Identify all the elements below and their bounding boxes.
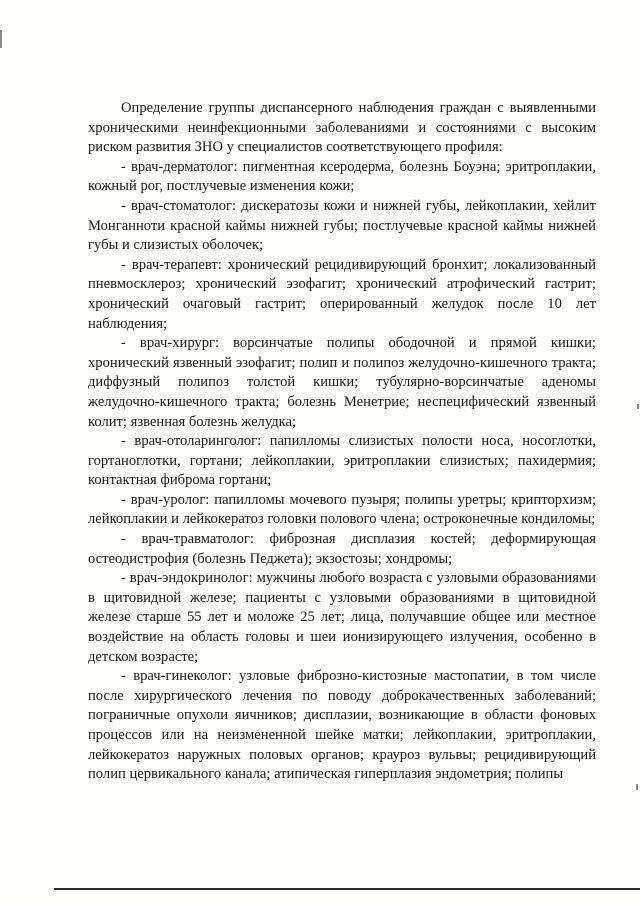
scan-mark-right-lower bbox=[636, 784, 638, 790]
therapist-paragraph: - врач-терапевт: хронический рецидивирующий бронхит; локализованный пневмосклероз; хронический эзофагит; хронический атрофический гастрит; хронический очаговый гастрит; оперированный желудок после 10 лет наблюдения; bbox=[88, 256, 596, 332]
urologist-paragraph: - врач-уролог: папилломы мочевого пузыря; полипы уретры; крипторхизм; лейкоплакии и лейкокератоз головки полового члена; остроконечные кондиломы; bbox=[88, 491, 596, 528]
dermatologist-paragraph: - врач-дерматолог: пигментная ксеродерма, болезнь Боуэна; эритроплакии, кожный рог, постлучевые изменения кожи; bbox=[88, 158, 596, 195]
gynecologist-paragraph: - врач-гинеколог: узловые фиброзно-кистозные мастопатии, в том числе после хирургического лечения по поводу доброкачественных заболеваний; пограничные опухоли яичников; дисплазии, возникающие в области фоновых процессов или на неизмененной шейке матки; лейкоплакии, эритроплакии, лейкокератоз наружных половых органов; крауроз вульвы; рецидивирующий полип цервикального канала; атипическая гиперплазия эндометрия; полипы bbox=[88, 668, 596, 783]
bottom-divider bbox=[54, 888, 640, 890]
document-body bbox=[88, 99, 596, 785]
scan-mark-right bbox=[637, 404, 639, 409]
dentist-paragraph: - врач-стоматолог: дискератозы кожи и нижней губы, лейкоплакии, хейлит Монганноти красной каймы нижней губы; постлучевые красной каймы нижней губы и слизистых оболочек; bbox=[88, 197, 596, 254]
endocrinologist-paragraph: - врач-эндокринолог: мужчины любого возраста с узловыми образованиями в щитовидной железе; пациенты с узловыми образованиями в щитовидной железе старше 55 лет и моложе 25 лет; лица, получавшие общее или местное воздействие на область головы и шеи ионизирующего излучения, особенно в детском возрасте; bbox=[88, 570, 596, 665]
scan-mark-top-left bbox=[0, 30, 2, 48]
intro-paragraph: Определение группы диспансерного наблюдения граждан с выявленными хроническими неинфекционными заболеваниями и состояниями с высоким риском развития ЗНО у специалистов соответствующего профиля: bbox=[88, 100, 596, 156]
surgeon-paragraph: - врач-хирург: ворсинчатые полипы ободочной и прямой кишки; хронический язвенный эзофагит; полип и полипоз желудочно-кишечного тракта; диффузный полипоз толстой кишки; тубулярно-ворсинчатые аденомы желудочно-кишечного тракта; болезнь Менетрие; неспецифический язвенный колит; язвенная болезнь желудка; bbox=[88, 335, 596, 430]
traumatologist-paragraph: - врач-травматолог: фиброзная дисплазия костей; деформирующая остеодистрофия (болезнь Педжета); экзостозы; хондромы; bbox=[88, 531, 596, 567]
otolaryngologist-paragraph: - врач-отоларинголог: папилломы слизистых полости носа, носоглотки, гортаноглотки, гортани; лейкоплакии, эритроплакии слизистых; пахидермия; контактная фиброма гортани; bbox=[88, 433, 596, 489]
